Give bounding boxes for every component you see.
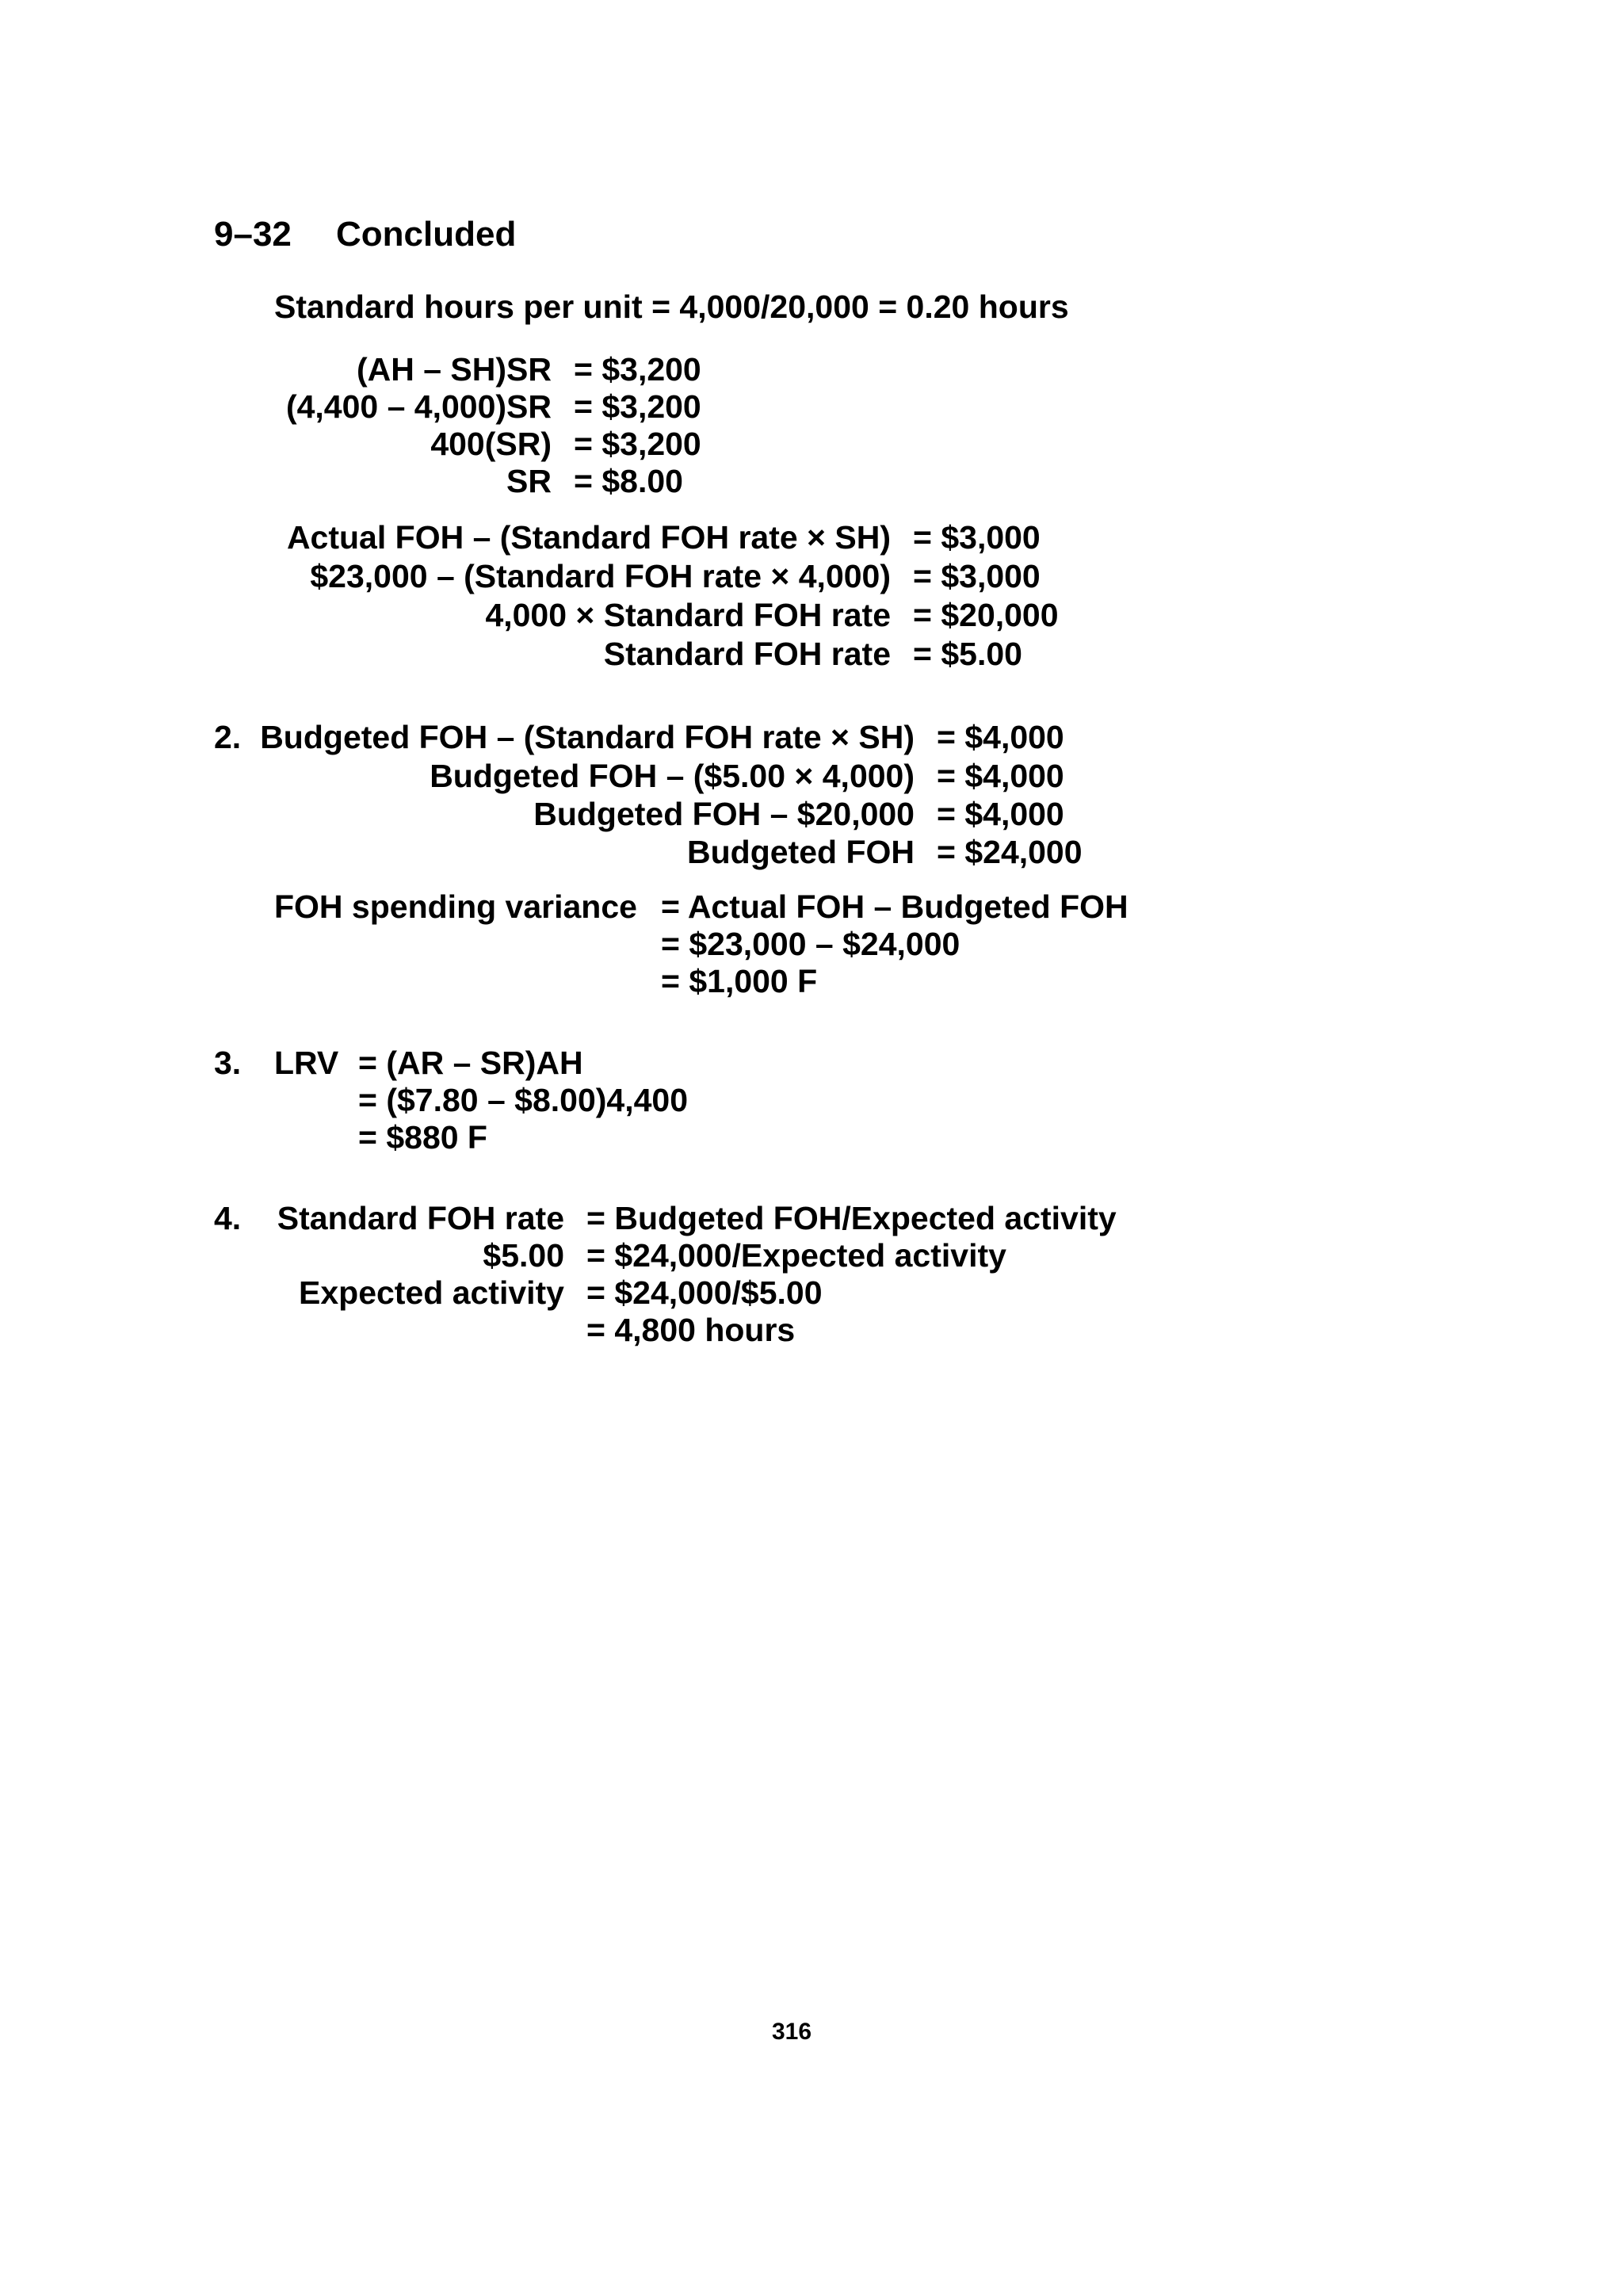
problem-number: 9–32 xyxy=(214,215,292,254)
spending-variance-line: = Actual FOH – Budgeted FOH xyxy=(661,888,1128,925)
standard-hours-line: Standard hours per unit = 4,000/20,000 = 0.20 hours xyxy=(274,288,1069,325)
equation-left: Standard FOH rate xyxy=(277,1200,564,1236)
equation-right: = $3,200 xyxy=(574,426,701,462)
equation-right: = $3,200 xyxy=(574,351,701,388)
equation-right: = $4,000 xyxy=(937,796,1064,832)
equation-left: Expected activity xyxy=(299,1274,564,1311)
equation-right: = $8.00 xyxy=(574,463,683,499)
equation-right: = $3,000 xyxy=(913,558,1041,594)
equation-left: 400(SR) xyxy=(430,426,552,462)
equation-left: Standard FOH rate xyxy=(603,636,891,672)
part-number: 3. xyxy=(214,1045,242,1081)
equation-left: Budgeted FOH xyxy=(687,834,915,870)
equation-left: Budgeted FOH – $20,000 xyxy=(533,796,915,832)
equation-right: = $24,000/$5.00 xyxy=(586,1274,823,1311)
equation-right: = Budgeted FOH/Expected activity xyxy=(586,1200,1117,1236)
lrv-line: = $880 F xyxy=(358,1119,487,1156)
spending-variance-line: = $23,000 – $24,000 xyxy=(661,926,960,962)
spending-variance-line: = $1,000 F xyxy=(661,963,818,999)
part-number: 4. xyxy=(214,1200,242,1236)
equation-left: (4,400 – 4,000)SR xyxy=(285,388,552,425)
equation-right: = $3,000 xyxy=(913,519,1041,556)
page-number: 316 xyxy=(772,2019,812,2045)
lrv-label: LRV xyxy=(274,1045,339,1081)
lrv-line: = ($7.80 – $8.00)4,400 xyxy=(358,1082,689,1118)
equation-right: = $20,000 xyxy=(913,597,1059,633)
equation-left: (AH – SH)SR xyxy=(356,351,552,388)
foh-spending-variance-label: FOH spending variance xyxy=(274,888,637,925)
equation-right: = $5.00 xyxy=(913,636,1022,672)
equation-left: $5.00 xyxy=(483,1237,564,1274)
equation-right: = $4,000 xyxy=(937,719,1064,755)
section-title: Concluded xyxy=(336,215,517,254)
equation-right: = $24,000/Expected activity xyxy=(586,1237,1006,1274)
equation-left: Actual FOH – (Standard FOH rate × SH) xyxy=(286,519,891,556)
equation-left: $23,000 – (Standard FOH rate × 4,000) xyxy=(310,558,891,594)
lrv-line: = (AR – SR)AH xyxy=(358,1045,583,1081)
equation-left: SR xyxy=(506,463,552,499)
equation-left: 4,000 × Standard FOH rate xyxy=(485,597,891,633)
equation-right: = 4,800 hours xyxy=(586,1312,796,1348)
part-number: 2. xyxy=(214,719,242,755)
equation-right: = $24,000 xyxy=(937,834,1083,870)
equation-right: = $3,200 xyxy=(574,388,701,425)
equation-left: Budgeted FOH – (Standard FOH rate × SH) xyxy=(260,719,915,755)
equation-right: = $4,000 xyxy=(937,758,1064,794)
equation-left: Budgeted FOH – ($5.00 × 4,000) xyxy=(430,758,915,794)
